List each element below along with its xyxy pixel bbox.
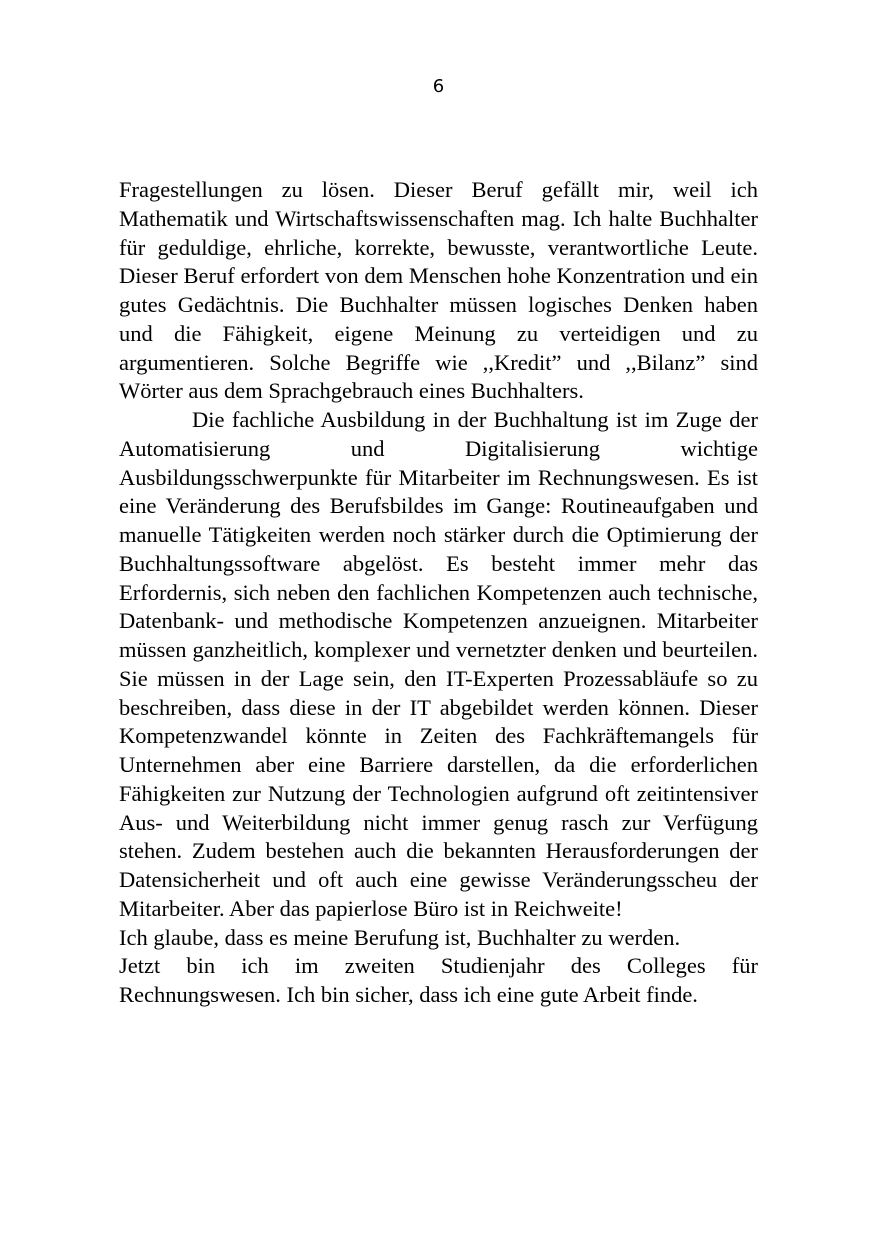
paragraph-3: Ich glaube, dass es meine Berufung ist, Buchhalter zu werden. xyxy=(119,924,681,950)
body-text xyxy=(119,176,758,1010)
paragraph-4: Jetzt bin ich im zweiten Studienjahr des Colleges für Rechnungswesen. Ich bin sicher, dass ich eine gute Arbeit finde. xyxy=(119,953,758,1007)
paragraph-2: Die fachliche Ausbildung in der Buchhaltung ist im Zuge der Automatisierung und Digitalisierung wichtige Ausbildungsschwerpunkte für Mitarbeiter im Rechnungswesen. Es ist eine Veränderung des Berufsbildes im Gange: Routineaufgaben und manuelle Tätigkeiten werden noch stärker durch die Optimierung der Buchhaltungssoftware abgelöst. Es besteht immer mehr das Erfordernis, sich neben den fachlichen Kompetenzen auch technische, Datenbank- und methodische Kompetenzen anzueignen. Mitarbeiter müssen ganzheitlich, komplexer und vernetzter denken und beurteilen. Sie müssen in der Lage sein, den IT-Experten Prozessabläufe so zu beschreiben, dass diese in der IT abgebildet werden können. Dieser Kompetenzwandel könnte in Zeiten des Fachkräftemangels für Unternehmen aber eine Barriere darstellen, da die erforderlichen Fähigkeiten zur Nutzung der Technologien aufgrund oft zeitintensiver Aus- und Weiterbildung nicht immer genug rasch zur Verfügung stehen. Zudem bestehen auch die bekannten Herausforderungen der Datensicherheit und oft auch eine gewisse Veränderungsscheu der Mitarbeiter. Aber das papierlose Büro ist in Reichweite! xyxy=(119,407,758,921)
paragraph-1: Fragestellungen zu lösen. Dieser Beruf gefällt mir, weil ich Mathematik und Wirtschaftswissenschaften mag. Ich halte Buchhalter für geduldige, ehrliche, korrekte, bewusste, verantwortliche Leute. Dieser Beruf erfordert von dem Menschen hohe Konzentration und ein gutes Gedächtnis. Die Buchhalter müssen logisches Denken haben und die Fähigkeit, eigene Meinung zu verteidigen und zu argumentieren. Solche Begriffe wie ,,Kredit” und ,,Bilanz” sind Wörter aus dem Sprachgebrauch eines Buchhalters. xyxy=(119,177,758,404)
page-number: 6 xyxy=(432,76,445,97)
